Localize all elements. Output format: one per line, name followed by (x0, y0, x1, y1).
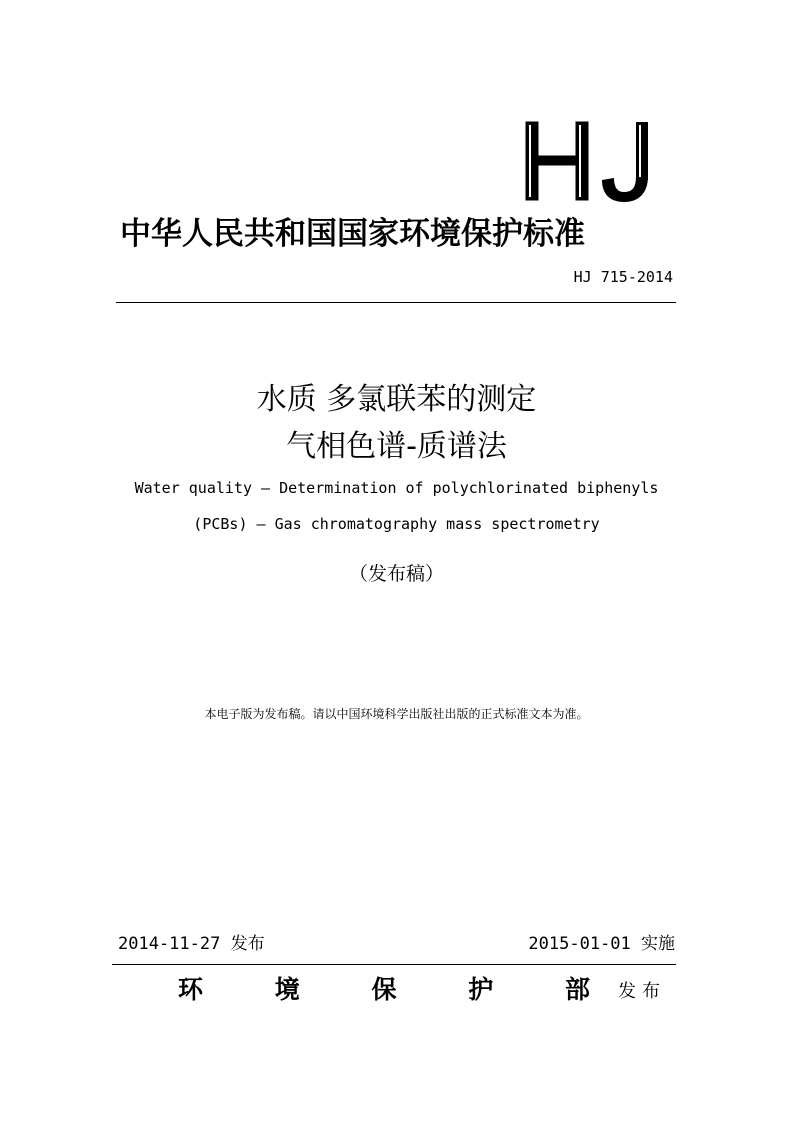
issuer-char: 保 (371, 975, 397, 1004)
issuer-char: 境 (274, 975, 300, 1004)
issuer-name (178, 972, 590, 1008)
title-cn-line2: 气相色谱-质谱法 (286, 429, 507, 464)
issuer-row (178, 972, 668, 1008)
issuing-body-title: 中华人民共和国国家环境保护标准 (120, 216, 585, 252)
header-divider (116, 302, 676, 303)
title-cn-line1: 水质 多氯联苯的测定 (256, 382, 537, 417)
draft-label: （发布稿） (348, 563, 444, 585)
issuer-suffix: 发布 (618, 981, 666, 1002)
issuer-char: 部 (564, 975, 590, 1004)
issuer-char: 环 (178, 975, 204, 1004)
edition-notice: 本电子版为发布稿。请以中国环境科学出版社出版的正式标准文本为准。 (204, 707, 589, 721)
issuer-char: 护 (468, 975, 494, 1004)
issue-date: 2014-11-27 发布 (118, 934, 265, 954)
implement-date: 2015-01-01 实施 (528, 934, 675, 954)
title-en-line1: Water quality — Determination of polychlorinated biphenyls (134, 479, 659, 497)
standard-number: HJ 715-2014 (573, 268, 673, 286)
footer-divider (112, 964, 676, 965)
hj-logo-icon (520, 118, 660, 204)
title-en-line2: (PCBs) — Gas chromatography mass spectrometry (193, 515, 600, 533)
